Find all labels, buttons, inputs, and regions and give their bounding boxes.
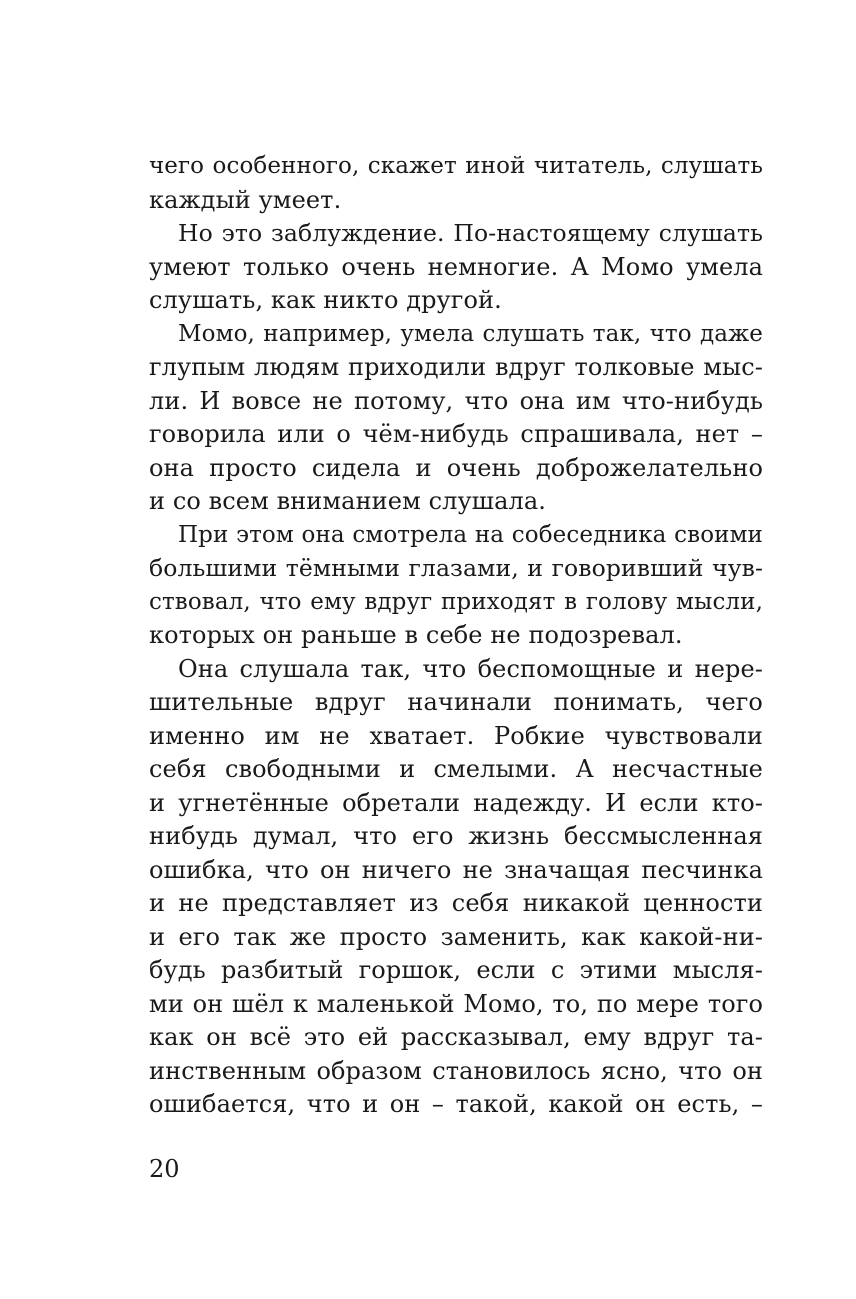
text-line: и не представляет из себя никакой ценности [149,889,763,917]
text-line: и его так же просто заменить, как какой-ни- [149,922,763,951]
text-line: инственным образом становилось ясно, что он [149,1056,763,1085]
paragraph-start-line: Момо, например, умела слушать так, что даже [178,320,763,347]
paragraph-start-line: Но это заблуждение. По-настоящему слушать [178,219,763,247]
text-line: каждый умеет. [149,185,342,214]
text-line: слушать, как никто другой. [149,286,502,314]
text-line: нибудь думал, что его жизнь бессмысленная [149,822,763,850]
text-line: как он всё это ей рассказывал, ему вдруг та- [149,1023,763,1051]
text-line: и угнетённые обретали надежду. И если кто- [149,788,763,817]
text-line: ли. И вовсе не потому, что она им что-нибудь [149,386,763,415]
text-line: она просто сидела и очень доброжелательно [149,453,763,482]
text-line: ствовал, что ему вдруг приходят в голову мысли, [149,588,763,615]
text-line: чего особенного, скажет иной читатель, слушать [149,153,763,179]
text-line: ми он шёл к маленькой Момо, то, по мере того [149,989,763,1018]
text-line: ошибается, что и он – такой, какой он есть, – [149,1090,763,1118]
text-line: себя свободными и смелыми. А несчастные [149,755,763,783]
text-line: будь разбитый горшок, если с этими мысля- [149,956,763,984]
paragraph-start-line: При этом она смотрела на собеседника своими [178,521,763,548]
text-line: глупым людям приходили вдруг толковые мыс- [149,353,763,381]
paragraph-start-line: Она слушала так, что беспомощные и нере- [178,654,763,683]
text-line: именно им не хватает. Робкие чувствовали [149,721,763,750]
text-line: шительные вдруг начинали понимать, чего [149,688,763,716]
text-line: большими тёмными глазами, и говоривший чув- [149,554,763,582]
text-line: умеют только очень немногие. А Момо умела [149,252,763,281]
text-line: которых он раньше в себе не подозревал. [149,621,683,649]
text-line: говорила или о чём-нибудь спрашивала, нет – [149,420,763,448]
text-line: и со всем вниманием слушала. [149,487,546,515]
text-line: ошибка, что он ничего не значащая песчинка [149,855,763,884]
page-number: 20 [149,1155,180,1183]
body-text [149,150,763,1122]
